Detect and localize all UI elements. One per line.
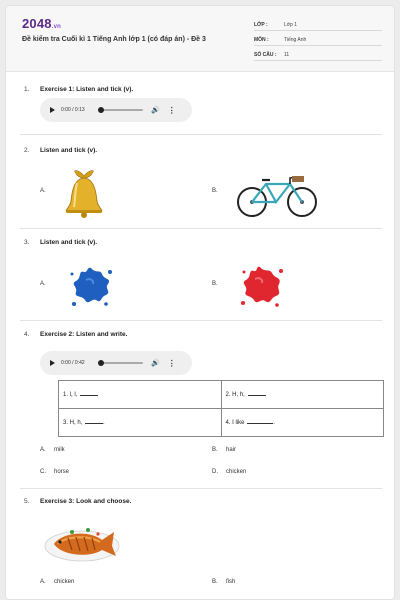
worksheet-header bbox=[6, 6, 395, 72]
table-cell[interactable]: 2. H, h, bbox=[221, 381, 384, 409]
bicycle-image bbox=[234, 170, 326, 220]
option-a[interactable]: A. chicken bbox=[40, 579, 75, 585]
option-b[interactable]: B. bbox=[212, 188, 218, 194]
table-cell[interactable]: 3. H, h, . bbox=[59, 409, 222, 437]
table-cell[interactable]: 4. I like . bbox=[221, 409, 384, 437]
audio-player-2[interactable] bbox=[40, 351, 192, 375]
audio-player-1[interactable] bbox=[40, 98, 192, 122]
table-cell[interactable]: 1. l, l, bbox=[59, 381, 222, 409]
option-a[interactable]: A. bbox=[40, 281, 46, 287]
divider bbox=[20, 488, 382, 489]
blue-paint-splash-image bbox=[66, 260, 116, 310]
question-4: 4. Exercise 2: Listen and write. bbox=[24, 331, 128, 338]
meta-class-row: LỚP : Lớp 1 bbox=[254, 16, 382, 31]
audio-seek-bar[interactable] bbox=[101, 362, 143, 364]
play-icon[interactable] bbox=[50, 360, 55, 366]
fried-fish-plate-image bbox=[42, 518, 122, 564]
option-d[interactable]: D. chicken bbox=[212, 469, 247, 475]
audio-time: 0:00 / 0:42 bbox=[61, 360, 85, 366]
option-a[interactable]: A. milk bbox=[40, 447, 65, 453]
play-icon[interactable] bbox=[50, 107, 55, 113]
audio-seek-knob[interactable] bbox=[98, 360, 104, 366]
audio-seek-bar[interactable] bbox=[101, 109, 143, 111]
question-5: 5. Exercise 3: Look and choose. bbox=[24, 498, 132, 505]
divider bbox=[20, 320, 382, 321]
divider bbox=[20, 134, 382, 135]
option-b[interactable]: B. hair bbox=[212, 447, 237, 453]
meta-count-row: SỐ CÂU : 11 bbox=[254, 46, 382, 61]
question-1: 1. Exercise 1: Listen and tick (v). bbox=[24, 86, 134, 93]
question-3: 3. Listen and tick (v). bbox=[24, 239, 98, 246]
option-a[interactable]: A. bbox=[40, 188, 46, 194]
fill-in-table bbox=[58, 380, 384, 437]
meta-info bbox=[254, 16, 382, 61]
document-title: Đề kiểm tra Cuối kì 1 Tiếng Anh lớp 1 (có đáp án) - Đề 3 bbox=[22, 36, 206, 43]
worksheet-page bbox=[5, 5, 395, 600]
option-b[interactable]: B. fish bbox=[212, 579, 236, 585]
divider bbox=[20, 228, 382, 229]
question-2: 2. Listen and tick (v). bbox=[24, 147, 98, 154]
audio-seek-knob[interactable] bbox=[98, 107, 104, 113]
site-logo[interactable]: 2048.vn bbox=[22, 16, 62, 31]
more-vert-icon[interactable]: ⋮ bbox=[167, 358, 176, 368]
red-paint-splash-image bbox=[236, 260, 286, 310]
option-b[interactable]: B. bbox=[212, 281, 218, 287]
bell-image bbox=[62, 169, 106, 219]
more-vert-icon[interactable]: ⋮ bbox=[167, 105, 176, 115]
option-c[interactable]: C. horse bbox=[40, 469, 70, 475]
volume-icon[interactable]: 🔊 bbox=[151, 107, 160, 114]
meta-subject-row: MÔN : Tiếng Anh bbox=[254, 31, 382, 46]
audio-time: 0:00 / 0:13 bbox=[61, 107, 85, 113]
volume-icon[interactable]: 🔊 bbox=[151, 360, 160, 367]
